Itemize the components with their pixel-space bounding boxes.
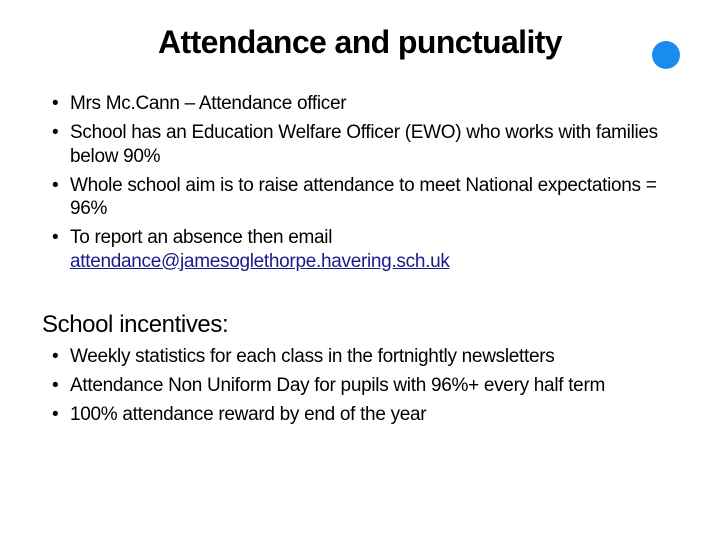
attendance-list xyxy=(52,92,682,279)
list-item xyxy=(52,226,682,273)
incentives-list xyxy=(52,345,712,432)
list-item-text: To report an absence then email xyxy=(70,227,333,248)
list-item: • Attendance Non Uniform Day for pupils with 96%+ every half term xyxy=(52,374,712,398)
list-item: • 100% attendance reward by end of the year xyxy=(52,403,712,427)
slide-title: Attendance and punctuality xyxy=(158,24,562,60)
blue-circle-decoration xyxy=(652,41,680,69)
list-item: • School has an Education Welfare Officer (EWO) who works with families below 90% xyxy=(52,121,682,168)
email-link[interactable]: attendance@jamesoglethorpe.havering.sch.uk xyxy=(70,250,450,272)
list-item: • Whole school aim is to raise attendance to meet National expectations = 96% xyxy=(52,174,682,221)
incentives-heading: School incentives: xyxy=(42,311,229,338)
list-item: • Weekly statistics for each class in the fortnightly newsletters xyxy=(52,345,712,369)
list-item: • Mrs Mc.Cann – Attendance officer xyxy=(52,92,682,116)
